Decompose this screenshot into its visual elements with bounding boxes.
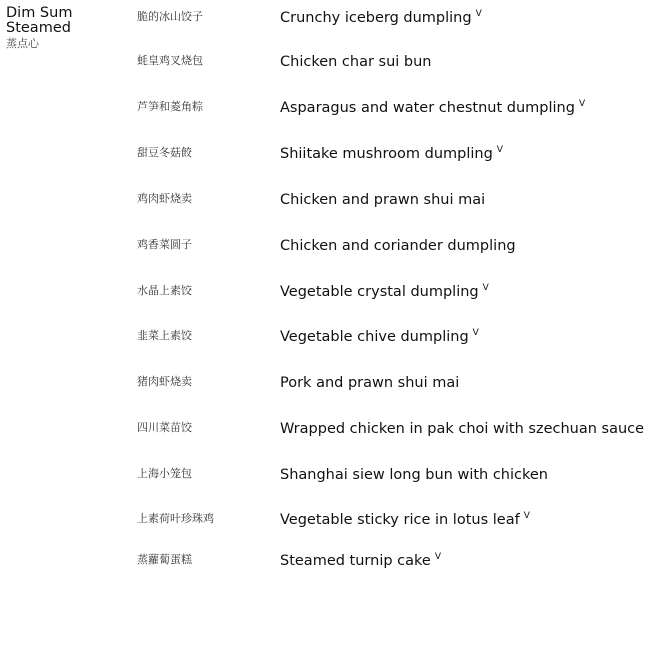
item-english-text: Vegetable crystal dumpling bbox=[280, 284, 479, 300]
item-english-name bbox=[280, 233, 520, 255]
item-chinese-name: 上素荷叶珍珠鸡 bbox=[137, 512, 214, 525]
item-chinese-name: 韭菜上素饺 bbox=[137, 329, 192, 342]
menu-item bbox=[0, 276, 650, 306]
menu-item bbox=[0, 367, 650, 397]
item-english-text: Chicken char sui bun bbox=[280, 54, 432, 70]
menu-item bbox=[0, 184, 650, 214]
item-english-name bbox=[280, 462, 552, 484]
menu-item bbox=[0, 504, 650, 534]
item-chinese-name: 甜豆冬菇餃 bbox=[137, 146, 192, 159]
vegetarian-marker: V bbox=[523, 511, 530, 521]
item-chinese-name: 上海小笼包 bbox=[137, 467, 192, 480]
section-title-line1: Dim Sum bbox=[6, 5, 73, 21]
item-chinese-name: 鸡香菜圆子 bbox=[137, 238, 192, 251]
item-english-name bbox=[280, 370, 463, 392]
item-english-text: Crunchy iceberg dumpling bbox=[280, 10, 472, 26]
item-english-text: Vegetable chive dumpling bbox=[280, 329, 469, 345]
item-chinese-name: 鸡肉虾烧卖 bbox=[137, 192, 192, 205]
item-english-text: Pork and prawn shui mai bbox=[280, 375, 460, 391]
item-english-name bbox=[280, 187, 489, 209]
item-english-name bbox=[280, 548, 441, 570]
item-english-text: Vegetable sticky rice in lotus leaf bbox=[280, 512, 520, 528]
menu-item bbox=[0, 545, 650, 575]
item-english-name bbox=[280, 95, 585, 117]
item-english-text: Steamed turnip cake bbox=[280, 553, 431, 569]
section-title-chinese: 蒸点心 bbox=[6, 37, 39, 50]
item-english-text: Chicken and coriander dumpling bbox=[280, 238, 516, 254]
item-english-text: Chicken and prawn shui mai bbox=[280, 192, 486, 208]
vegetarian-marker: V bbox=[578, 99, 586, 109]
menu-item bbox=[0, 230, 650, 260]
item-english-text: Wrapped chicken in pak choi with szechuan sauce bbox=[280, 421, 645, 437]
menu-item bbox=[0, 413, 650, 443]
menu-item bbox=[0, 2, 650, 32]
section-title-line2: Steamed bbox=[6, 20, 71, 36]
item-english-name bbox=[280, 279, 489, 301]
item-chinese-name: 蚝皇鸡叉烧包 bbox=[137, 54, 203, 67]
vegetarian-marker: V bbox=[496, 145, 503, 155]
item-chinese-name: 芦笋和菱角粽 bbox=[137, 100, 203, 113]
menu-item bbox=[0, 92, 650, 122]
vegetarian-marker: V bbox=[434, 552, 441, 562]
item-english-text: Asparagus and water chestnut dumpling bbox=[280, 100, 575, 116]
item-english-name bbox=[280, 324, 479, 346]
item-chinese-name: 脆的冰山饺子 bbox=[137, 10, 203, 23]
item-english-text: Shanghai siew long bun with chicken bbox=[280, 467, 548, 483]
item-chinese-name: 猪肉虾烧卖 bbox=[137, 375, 192, 388]
menu-item bbox=[0, 459, 650, 489]
vegetarian-marker: V bbox=[482, 283, 489, 293]
item-english-name bbox=[280, 416, 648, 438]
item-english-name bbox=[280, 49, 436, 71]
item-chinese-name: 蒸蘿蔔蛋糕 bbox=[137, 553, 192, 566]
item-chinese-name: 四川菜苗饺 bbox=[137, 421, 192, 434]
item-english-text: Shiitake mushroom dumpling bbox=[280, 146, 493, 162]
item-english-name bbox=[280, 507, 530, 529]
vegetarian-marker: V bbox=[472, 328, 479, 338]
menu-item bbox=[0, 46, 650, 76]
item-english-name bbox=[280, 5, 482, 27]
vegetarian-marker: V bbox=[475, 9, 482, 19]
item-english-name bbox=[280, 141, 503, 163]
item-chinese-name: 水晶上素饺 bbox=[137, 284, 192, 297]
menu-item bbox=[0, 138, 650, 168]
menu-item bbox=[0, 321, 650, 351]
